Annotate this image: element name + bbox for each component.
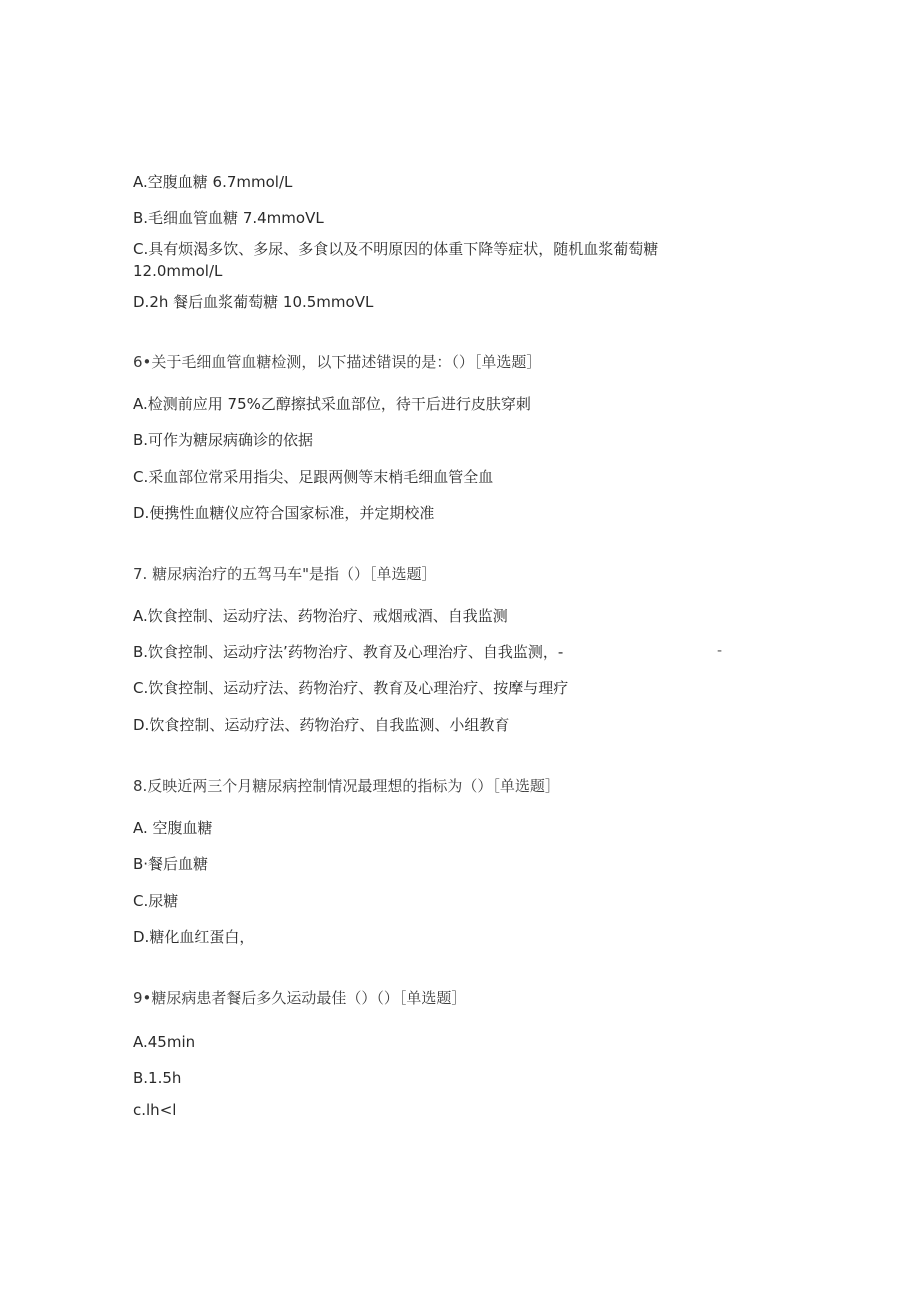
question-text: 7. 糖尿病治疗的五驾马车"是指（）［单选题］ bbox=[133, 565, 437, 583]
question-text: 8.反映近两三个月糖尿病控制情况最理想的指标为（）［单选题］ bbox=[133, 777, 560, 795]
option-d: D.饮食控制、运动疗法、药物治疗、自我监测、小组教育 bbox=[133, 716, 510, 734]
option-a: A.检测前应用 75%乙醇擦拭采血部位，待干后进行皮肤穿刺 bbox=[133, 395, 531, 413]
option-a: A.空腹血糖 6.7mmol/L bbox=[133, 173, 293, 191]
question-text: 9•糖尿病患者餐后多久运动最佳（）（）［单选题］ bbox=[133, 989, 467, 1007]
option-b: B.可作为糖尿病确诊的依据 bbox=[133, 431, 314, 449]
option-b: B.饮食控制、运动疗法’药物治疗、教育及心理治疗、自我监测，- bbox=[133, 643, 564, 661]
option-b: B.毛细血管血糖 7.4mmoVL bbox=[133, 209, 324, 227]
option-a: A. 空腹血糖 bbox=[133, 819, 213, 837]
option-b-trailing-dash: - bbox=[717, 643, 723, 659]
option-d: D.便携性血糖仪应符合国家标准，并定期校准 bbox=[133, 504, 435, 522]
option-d: D.2h 餐后血浆葡萄糖 10.5mmoVL bbox=[133, 293, 374, 311]
option-c-line2: 12.0mmol/L bbox=[133, 262, 223, 280]
option-a: A.饮食控制、运动疗法、药物治疗、戒烟戒酒、自我监测 bbox=[133, 607, 508, 625]
option-a: A.45min bbox=[133, 1033, 196, 1051]
option-c: C.尿糖 bbox=[133, 892, 179, 910]
option-d: D.糖化血红蛋白， bbox=[133, 928, 255, 946]
question-text: 6•关于毛细血管血糖检测，以下描述错误的是：（）［单选题］ bbox=[133, 353, 542, 371]
option-b: B.1.5h bbox=[133, 1069, 182, 1087]
option-c: c.lh<l bbox=[133, 1101, 177, 1119]
option-c-line1: C.具有烦渴多饮、多尿、多食以及不明原因的体重下降等症状，随机血浆葡萄糖 bbox=[133, 240, 659, 258]
option-c: C.采血部位常采用指尖、足跟两侧等末梢毛细血管全血 bbox=[133, 468, 494, 486]
option-c: C.饮食控制、运动疗法、药物治疗、教育及心理治疗、按摩与理疗 bbox=[133, 679, 569, 697]
option-b: B·餐后血糖 bbox=[133, 855, 209, 873]
